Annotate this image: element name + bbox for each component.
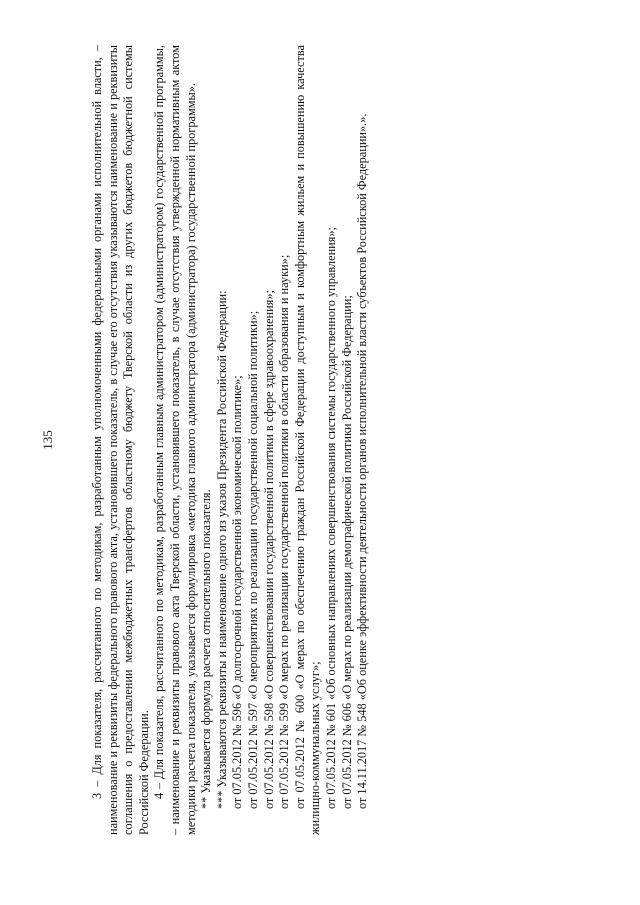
page-number: 135 — [40, 430, 55, 450]
decree-item: от 07.05.2012 № 597 «О мероприятиях по реализации государственной социальной политики»; — [245, 310, 260, 809]
paragraph-footnote-3: 3 – Для показателя, рассчитанного по методикам, разработанным уполномоченными федеральными органами исполнительной власти, – наименование и реквизиты федерального правового акта, установившего показатель, в случае его отсутствия указываются наименование и реквизиты соглашения о предоставлении межбюджетных трансфертов областному бюджету Тверской области из других бюджетов бюджетной системы Российской Федерации. — [90, 45, 151, 835]
decree-item: от 07.05.2012 № 600 «О мерах по обеспечению граждан Российской Федерации доступным и комфортным жильем и повышению качества жилищно-коммунальных услуг»; — [292, 45, 323, 835]
decree-item: от 07.05.2012 № 596 «О долгосрочной государственной экономической политике»; — [230, 375, 245, 809]
rotated-page-content — [40, 45, 600, 835]
note-triple-asterisk: *** Указываются реквизиты и наименование одного из указов Президента Российской Федерации: — [214, 290, 229, 809]
decree-item: от 07.05.2012 № 601 «Об основных направлениях совершенствования системы государственного управления»; — [323, 227, 338, 809]
decree-item: от 07.05.2012 № 598 «О совершенствовании государственной политики в сфере здравоохранения»; — [261, 290, 276, 809]
decree-item: от 07.05.2012 № 606 «О мерах по реализации демографической политики Российской Федерации; — [339, 295, 354, 809]
note-double-asterisk: ** Указывается формула расчета относительного показателя. — [199, 489, 214, 809]
document-body — [90, 45, 371, 835]
decree-item: от 07.05.2012 № 599 «О мерах по реализации государственной политики в области образования и науки»; — [277, 254, 292, 809]
paragraph-footnote-4: 4 – Для показателя, рассчитанного по методикам, разработанным главным администратором (администратором) государственной программы, – наименование и реквизиты правового акта Тверской области, установившего показатель, в случае отсутствия утвержденной нормативным актом методики расчета показателя, указывается формулировка «методика главного администратора (администратора) государственной программы». — [152, 45, 198, 835]
decree-item: от 14.11.2017 № 548 «Об оценке эффективности деятельности органов исполнительной власти субъектов Российской Федерации».». — [355, 113, 370, 809]
